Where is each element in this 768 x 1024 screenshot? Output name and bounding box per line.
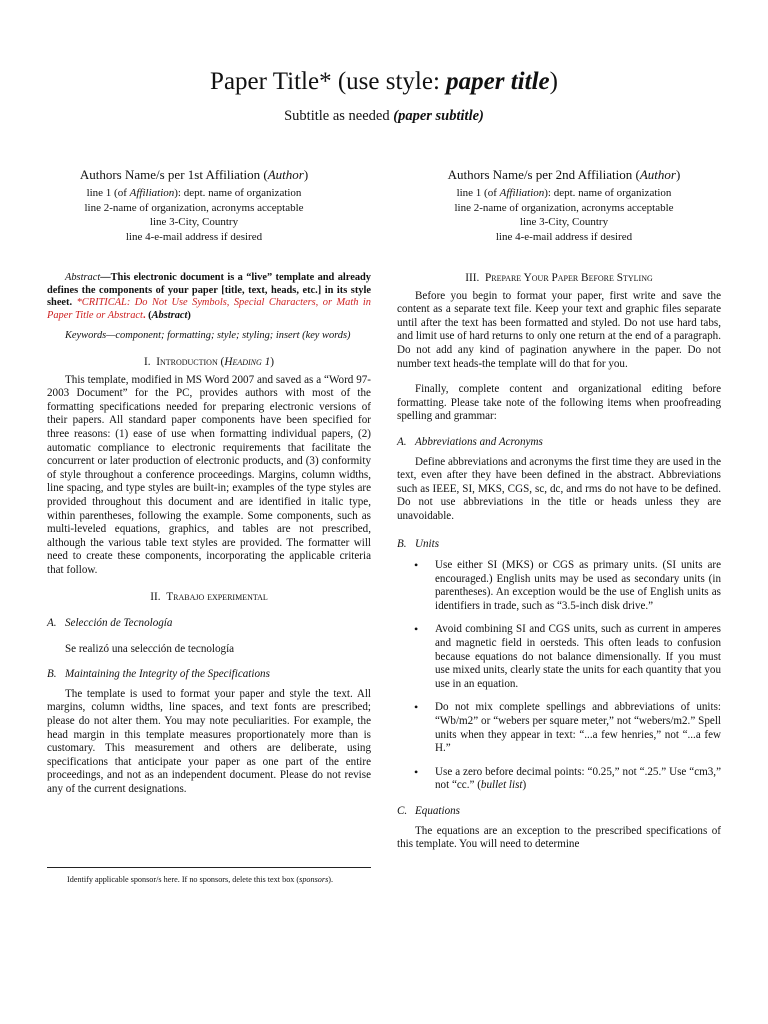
affiliation-line-3: line 3-City, Country (519, 216, 609, 229)
title-style-label: paper title (446, 68, 550, 95)
affiliation-line-3: line 3-City, Country (149, 216, 239, 229)
list-item: • Avoid combining SI and CGS units, such as current in amperes and magnetic field in oersteds. This often leads to confusion because equations do not balance dimensionally. If you must use mixed units, clearly state the units for each quantity that you use in an equation. (414, 622, 721, 690)
keywords: Keywords—component; formatting; style; styling; insert (key words) (65, 330, 351, 342)
bullet-icon: • (414, 764, 419, 779)
paper-subtitle: Subtitle as needed (paper subtitle) (284, 108, 484, 124)
author-block-2 (394, 166, 734, 244)
subtitle-style-label: (paper subtitle) (393, 108, 484, 124)
heading-prepare-paper: III. Prepare Your Paper Before Styling (465, 272, 653, 284)
paper-title: Paper Title* (use style: paper title) (210, 68, 558, 95)
bullet-icon: • (414, 700, 419, 715)
critical-note: *CRITICAL: Do Not Use Symbols, Special Characters, or Math in Paper Title or Abstract (47, 297, 371, 321)
list-item: • Do not mix complete spellings and abbreviations of units: “Wb/m2” or “webers per square meter,” not “webers/m2.” Spell units when they appear in text: “...a few henries,” not “...a few H.” (414, 700, 721, 755)
author-name: Authors Name/s per 2nd Affiliation (Author) (447, 167, 681, 182)
subheading-seleccion: A. Selección de Tecnología (47, 617, 173, 630)
introduction-paragraph: This template, modified in MS Word 2007 and saved as a “Word 97-2003 Document” for the PC, provides authors with most of the formatting specifications needed for preparing electronic versions of their papers. All standard paper components have been specified for three reasons: (1) ease of use when formatting individual papers, (2) automatic compliance to electronic requirements that facilitate the concurrent or later production of electronic products, and (3) conformity of style throughout a conference proceedings. Margins, column widths, line spacing, and type styles are built-in; examples of the type styles are provided throughout this document and are identified in italic type, within parentheses, following the example. Some components, such as multi-leveled equations, graphics, and tables are not prescribed, although the various table text styles are provided. The formatter will need to create these components, incorporating the applicable criteria that follow. (47, 373, 371, 576)
bullet-icon: • (414, 622, 419, 637)
integrity-paragraph: The template is used to format your paper and style the text. All margins, column widths, line spaces, and text fonts are prescribed; please do not alter them. You may note peculiarities. For example, the head margin in this template measures proportionately more than is customary. This measurement and others are deliberate, using specifications that anticipate your paper as one part of the entire proceedings, and not as an independent document. Please do not revise any of the current designations. (47, 687, 371, 795)
right-column (397, 272, 721, 852)
author-block-1 (24, 166, 364, 244)
subheading-units: B. Units (397, 537, 440, 550)
heading-trabajo-experimental: II. Trabajo experimental (150, 591, 268, 604)
list-item: • Use a zero before decimal points: “0.25,” not “.25.” Use “cm3,” not “cc.” (bullet list) (414, 764, 721, 792)
affiliation-line-2: line 2-name of organization, acronyms acceptable (84, 201, 304, 214)
subheading-equations: C. Equations (397, 805, 460, 817)
sponsor-footnote: Identify applicable sponsor/s here. If no sponsors, delete this text box (sponsors). (67, 875, 334, 884)
heading-introduction: I. Introduction (Heading 1) (143, 355, 275, 368)
equations-paragraph: The equations are an exception to the prescribed specifications of this template. You will need to determine (397, 824, 721, 851)
affiliation-line-2: line 2-name of organization, acronyms acceptable (454, 201, 674, 214)
left-column (47, 272, 371, 797)
subheading-abbreviations: A. Abbreviations and Acronyms (397, 435, 543, 448)
affiliation-line-1: line 1 (of Affiliation): dept. name of organization (456, 187, 672, 199)
affiliation-line-1: line 1 (of Affiliation): dept. name of organization (86, 187, 302, 199)
author-name: Authors Name/s per 1st Affiliation (Author) (79, 167, 309, 182)
footnote-divider (47, 867, 371, 868)
units-bullet-list (397, 559, 721, 793)
abstract: Abstract—This electronic document is a “live” template and already defines the components of your paper [title, text, heads, etc.] in its style sheet. *CRITICAL: Do Not Use Symbols, Special Characters, or Math in Paper Title or Abstract. (Abstract) (47, 272, 371, 321)
affiliation-line-4: line 4-e-mail address if desired (495, 230, 633, 243)
abbreviations-paragraph: Define abbreviations and acronyms the first time they are used in the text, even after they have been defined in the abstract. Abbreviations such as IEEE, SI, MKS, CGS, sc, dc, and rms do not have to be defined. Do not use abbreviations in the title or heads unless they are unavoidable. (397, 455, 721, 522)
list-item: • Use either SI (MKS) or CGS as primary units. (SI units are encouraged.) English units may be used as secondary units (in parentheses). An exception would be the use of English units as identifiers in trade, such as “3.5-inch disk drive.” (414, 558, 721, 612)
prepare-paragraph-2: Finally, complete content and organizational editing before formatting. Please take note of the following items when proofreading spelling and grammar: (397, 383, 721, 423)
subheading-integrity: B. Maintaining the Integrity of the Specifications (47, 668, 270, 681)
seleccion-paragraph: Se realizó una selección de tecnología (65, 642, 235, 655)
prepare-paragraph-1: Before you begin to format your paper, first write and save the content as a separate text file. Keep your text and graphic files separate until after the text has been formatted and styled. Do not use hard tabs, and limit use of hard returns to only one return at the end of a paragraph. Do not add any kind of pagination anywhere in the paper. Do not number text heads-the template will do that for you. (397, 289, 721, 370)
bullet-icon: • (414, 558, 419, 573)
affiliation-line-4: line 4-e-mail address if desired (125, 230, 263, 243)
